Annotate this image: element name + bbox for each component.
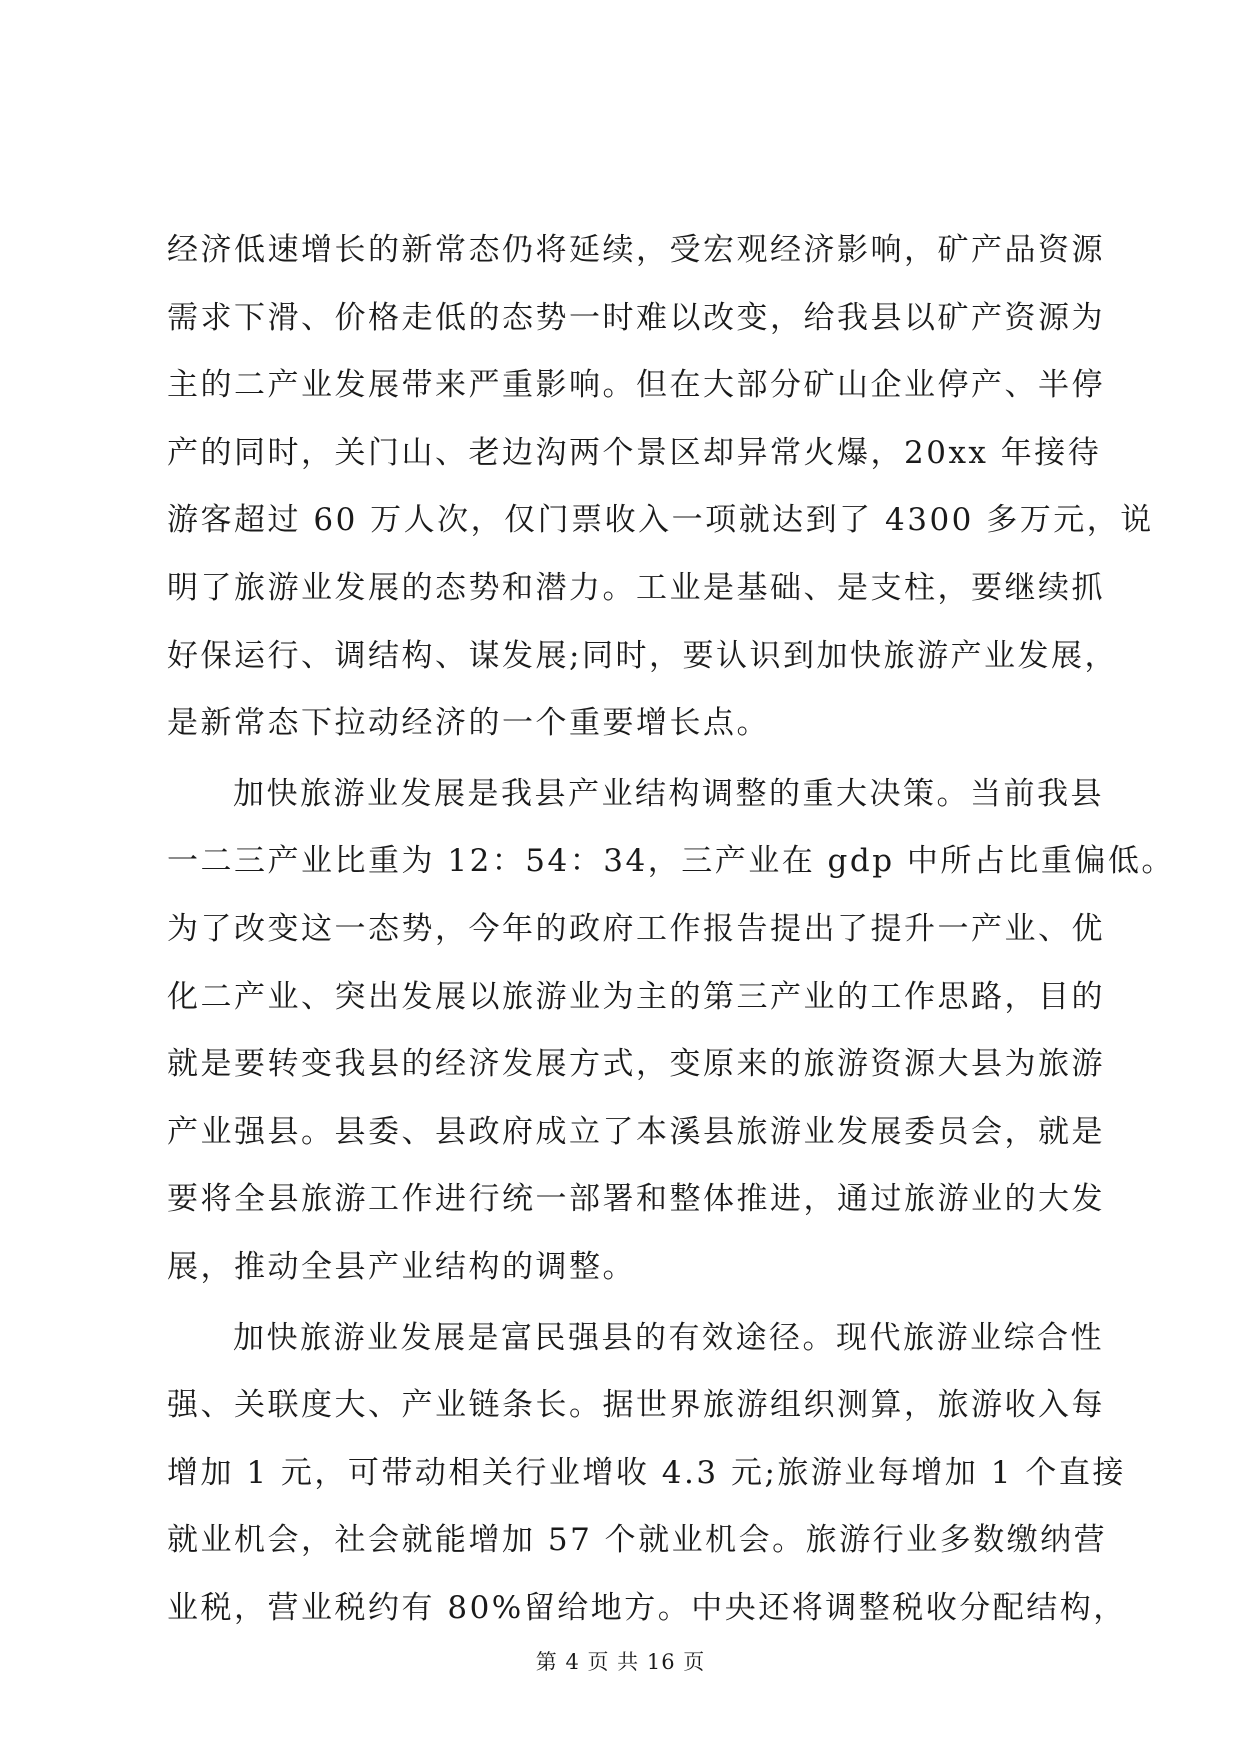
text-line: 加快旅游业发展是我县产业结构调整的重大决策。当前我县 bbox=[233, 775, 1104, 812]
text-line: 主的二产业发展带来严重影响。但在大部分矿山企业停产、半停 bbox=[167, 367, 1105, 404]
text-line: 好保运行、调结构、谋发展;同时，要认识到加快旅游产业发展， bbox=[167, 637, 1118, 674]
paragraph bbox=[167, 1318, 1127, 1656]
paragraph bbox=[167, 230, 1154, 771]
text-line: 产业强县。县委、县政府成立了本溪县旅游业发展委员会，就是 bbox=[167, 1113, 1105, 1150]
page-footer: 第 4 页 共 16 页 bbox=[535, 1650, 706, 1674]
body-text bbox=[167, 230, 1175, 1658]
text-line: 展，推动全县产业结构的调整。 bbox=[167, 1248, 636, 1285]
text-line: 经济低速增长的新常态仍将延续，受宏观经济影响，矿产品资源 bbox=[167, 232, 1105, 268]
text-line: 要将全县旅游工作进行统一部署和整体推进，通过旅游业的大发 bbox=[167, 1181, 1105, 1218]
text-line: 是新常态下拉动经济的一个重要增长点。 bbox=[167, 705, 770, 742]
text-line: 游客超过 60 万人次，仅门票收入一项就达到了 4300 多万元，说 bbox=[167, 502, 1154, 539]
text-line: 加快旅游业发展是富民强县的有效途径。现代旅游业综合性 bbox=[233, 1319, 1104, 1356]
text-line: 业税，营业税约有 80%留给地方。中央还将调整税收分配结构， bbox=[167, 1589, 1127, 1626]
text-line: 为了改变这一态势，今年的政府工作报告提出了提升一产业、优 bbox=[167, 910, 1105, 947]
text-line: 就是要转变我县的经济发展方式，变原来的旅游资源大县为旅游 bbox=[167, 1046, 1105, 1083]
text-line: 产的同时，关门山、老边沟两个景区却异常火爆，20xx 年接待 bbox=[167, 434, 1102, 471]
paragraph bbox=[167, 774, 1175, 1315]
text-line: 增加 1 元，可带动相关行业增收 4.3 元;旅游业每增加 1 个直接 bbox=[167, 1454, 1126, 1491]
text-line: 一二三产业比重为 12：54：34，三产业在 gdp 中所占比重偏低。 bbox=[167, 843, 1175, 880]
text-line: 明了旅游业发展的态势和潜力。工业是基础、是支柱，要继续抓 bbox=[167, 569, 1105, 606]
text-line: 化二产业、突出发展以旅游业为主的第三产业的工作思路，目的 bbox=[167, 978, 1105, 1015]
text-line: 强、关联度大、产业链条长。据世界旅游组织测算，旅游收入每 bbox=[167, 1387, 1105, 1424]
text-line: 就业机会，社会就能增加 57 个就业机会。旅游行业多数缴纳营 bbox=[167, 1522, 1108, 1559]
text-line: 需求下滑、价格走低的态势一时难以改变，给我县以矿产资源为 bbox=[167, 299, 1105, 336]
